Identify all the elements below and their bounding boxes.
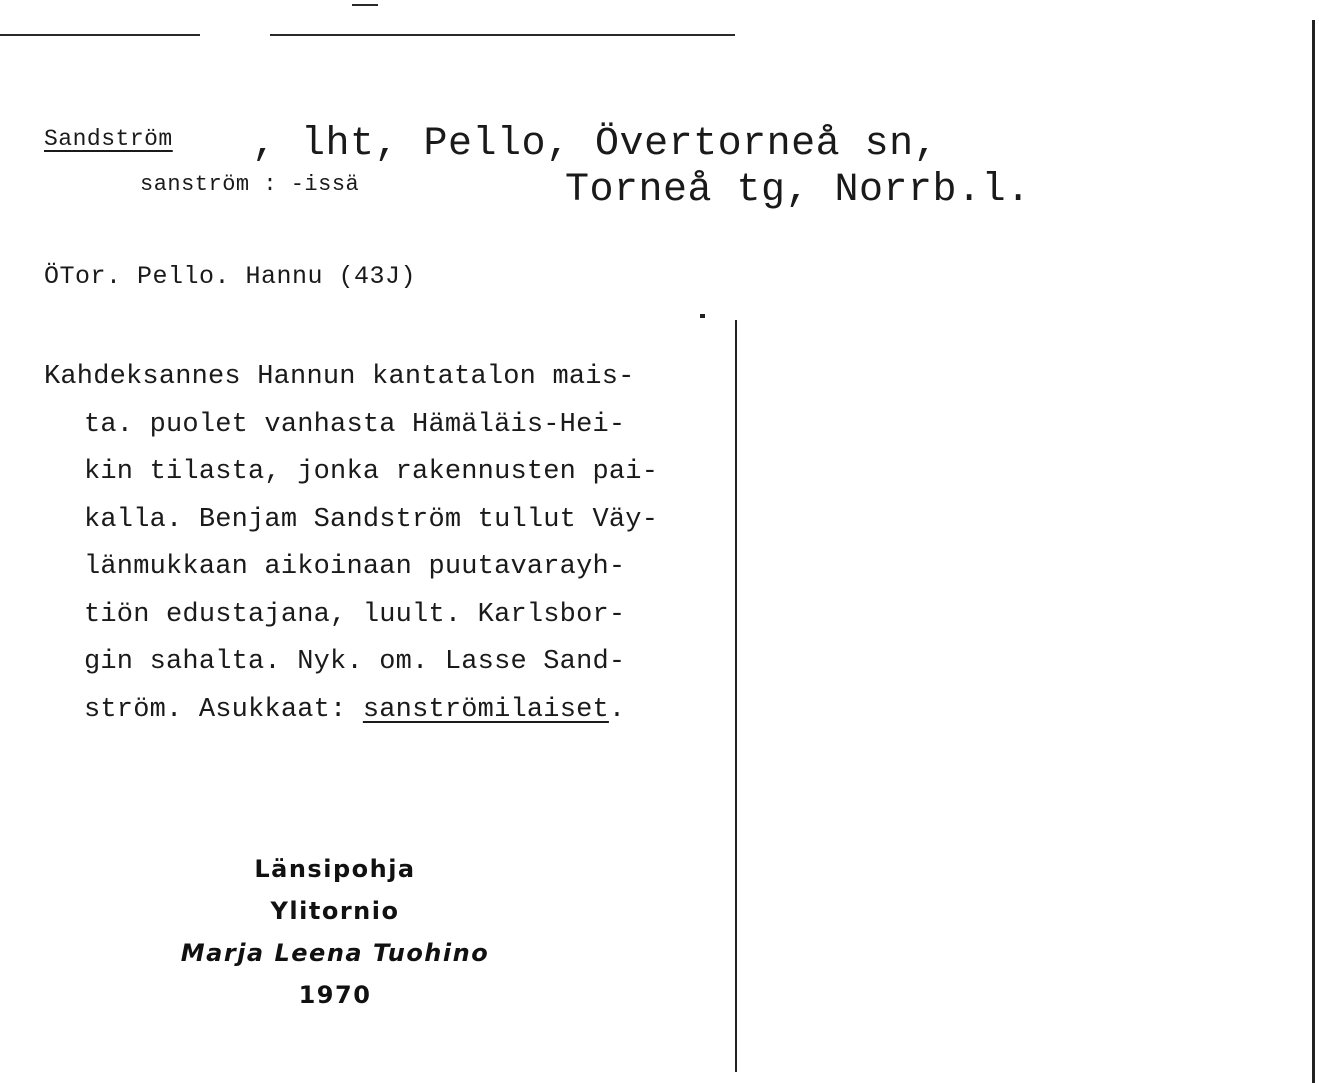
stamp-year: 1970: [298, 981, 372, 1009]
stamp-parish: Ylitornio: [270, 897, 400, 925]
stamp-collector: Marja Leena Tuohino: [180, 939, 490, 967]
divider-dot: [700, 314, 705, 318]
body-line: ta. puolet vanhasta Hämäläis-Hei-: [84, 409, 626, 440]
pronunciation: sanström : -issä: [140, 172, 360, 197]
top-rule-left: [0, 34, 200, 36]
title-line-2: Torneå tg, Norrb.l.: [565, 168, 1031, 213]
collector-stamp: [150, 848, 520, 1016]
body-line: gin sahalta. Nyk. om. Lasse Sand-: [84, 647, 626, 677]
body-line: kalla. Benjam Sandström tullut Väy-: [84, 504, 659, 535]
headword: Sandström: [44, 126, 173, 152]
body-line: tiön edustajana, luult. Karlsbor-: [84, 599, 626, 630]
title-line-1: , lht, Pello, Övertorneå sn,: [252, 122, 939, 167]
body-line: ström. Asukkaat:: [84, 694, 363, 725]
body-line: kin tilasta, jonka rakennusten pai-: [84, 457, 659, 487]
body-line: Kahdeksannes Hannun kantatalon mais-: [44, 362, 635, 392]
body-line: länmukkaan aikoinaan puutavarayh-: [84, 552, 626, 582]
card-right-edge: [1312, 20, 1315, 1083]
top-tick-mark: [352, 0, 378, 6]
body-line-last: [44, 687, 734, 735]
source-reference: ÖTor. Pello. Hannu (43J): [44, 262, 417, 291]
top-rule-right: [270, 34, 735, 36]
stamp-region: Länsipohja: [254, 855, 416, 883]
description-text: [44, 354, 734, 734]
residents-name: sanströmilaiset: [362, 694, 609, 725]
column-divider: [735, 320, 737, 1072]
residents-suffix: .: [608, 694, 626, 725]
